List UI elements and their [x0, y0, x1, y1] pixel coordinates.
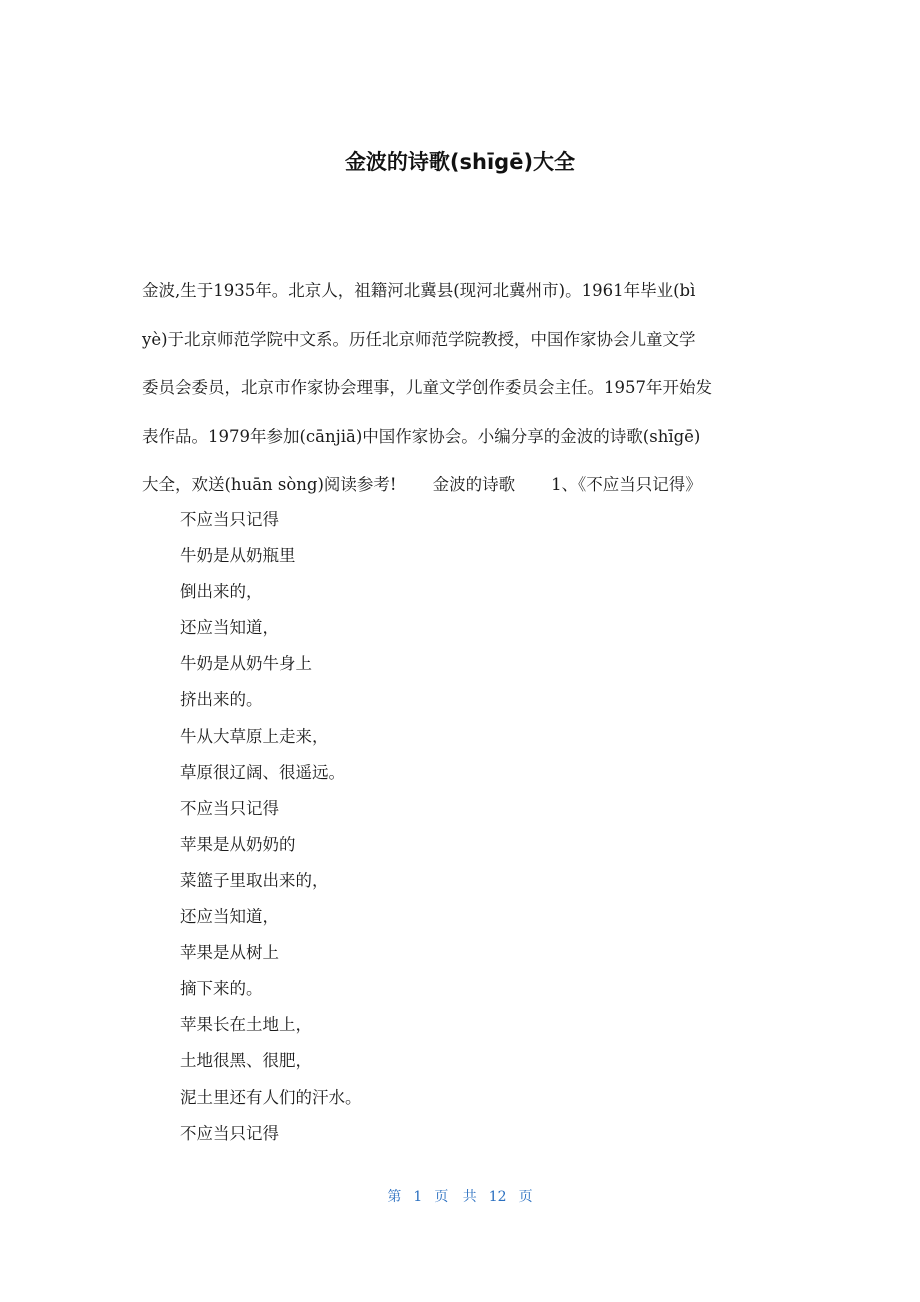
poem-body	[180, 502, 362, 1152]
poem-line: 苹果长在土地上，	[180, 1015, 312, 1035]
poem-line: 牛奶是从奶瓶里	[180, 546, 296, 566]
section-label: 金波的诗歌	[432, 475, 516, 494]
poem-line: 摘下来的。	[180, 979, 263, 999]
poem-line: 还应当知道，	[180, 618, 279, 638]
poem-line: 菜篮子里取出来的，	[180, 870, 329, 890]
intro-line: yè)于北京师范学院中文系。历任北京师范学院教授，中国作家协会儿童文学	[142, 329, 696, 349]
poem-line: 倒出来的，	[180, 582, 263, 602]
intro-paragraph	[142, 267, 778, 510]
poem-line: 苹果是从奶奶的	[180, 834, 296, 854]
footer-prefix: 第	[387, 1189, 402, 1205]
poem-line: 土地很黑、很肥，	[180, 1051, 312, 1071]
poem-line: 草原很辽阔、很遥远。	[180, 762, 345, 782]
page-title: 金波的诗歌(shīgē)大全	[344, 150, 576, 174]
footer-suffix: 页	[518, 1189, 533, 1205]
page-footer	[0, 1186, 920, 1208]
poem-line: 不应当只记得	[180, 798, 279, 818]
current-page-number: 1	[413, 1189, 423, 1205]
poem-line: 不应当只记得	[180, 510, 279, 529]
poem-line: 泥土里还有人们的汗水。	[180, 1087, 362, 1107]
footer-middle: 页 共	[434, 1189, 477, 1205]
poem-heading: 1、《不应当只记得》	[551, 475, 702, 494]
poem-line: 不应当只记得	[180, 1123, 279, 1143]
intro-closing-text: 大全，欢送(huān sòng)阅读参考!	[142, 475, 397, 494]
intro-line: 委员会委员，北京市作家协会理事，儿童文学创作委员会主任。1957年开始发	[142, 378, 712, 397]
intro-line: 表作品。1979年参加(cānjiā)中国作家协会。小编分享的金波的诗歌(shīgē)	[142, 426, 701, 446]
poem-line: 苹果是从树上	[180, 943, 279, 963]
total-page-count: 12	[488, 1189, 507, 1205]
poem-line: 牛从大草原上走来，	[180, 726, 329, 746]
poem-line: 还应当知道，	[180, 907, 279, 927]
poem-line: 牛奶是从奶牛身上	[180, 654, 312, 674]
poem-line: 挤出来的。	[180, 690, 263, 710]
intro-line: 金波,生于1935年。北京人，祖籍河北冀县(现河北冀州市)。1961年毕业(bì	[142, 281, 696, 300]
